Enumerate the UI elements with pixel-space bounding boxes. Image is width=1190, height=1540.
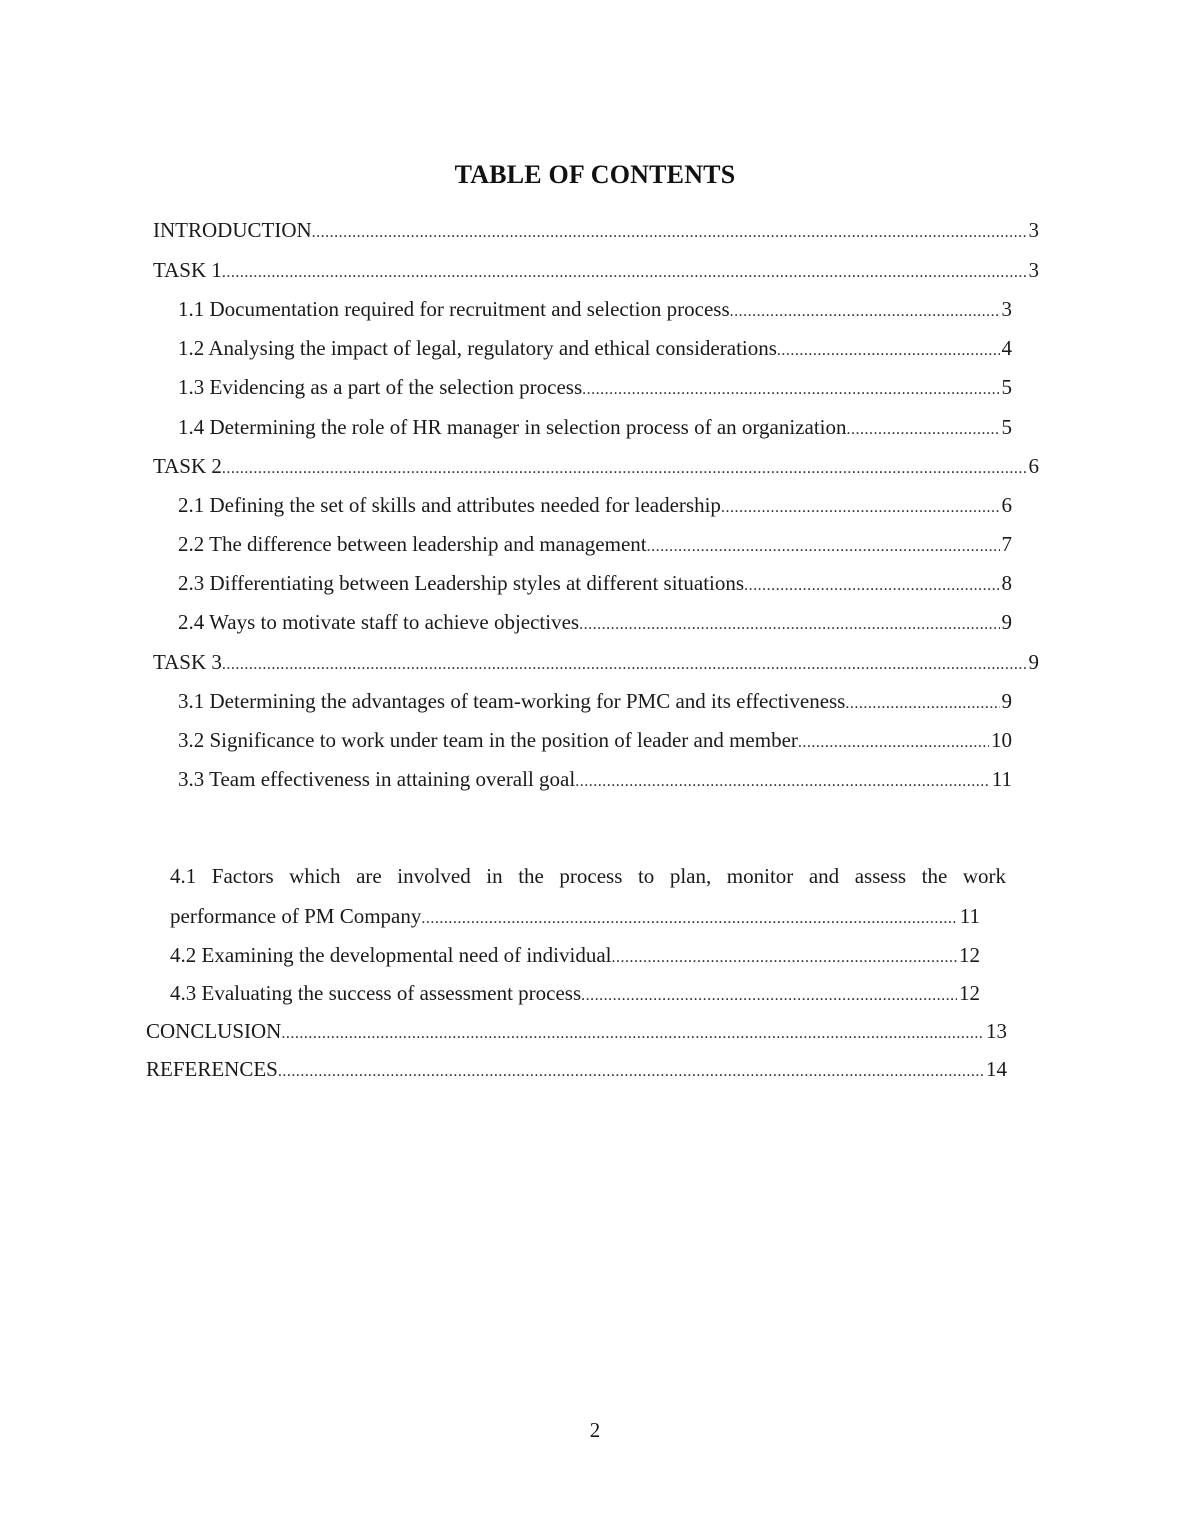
toc-leader-dots [845,695,999,713]
toc-entry-page: 7 [1001,532,1012,556]
toc-entry-page: 11 [991,767,1012,791]
toc-entry-2-1[interactable] [178,493,1012,523]
toc-entry-page: 9 [1028,650,1039,674]
toc-leader-dots [222,460,1027,478]
toc-leader-dots [847,421,1000,439]
toc-leader-dots [421,910,957,928]
toc-entry-page: 12 [959,943,980,967]
toc-entry-page: 8 [1001,571,1012,595]
toc-entry-page: 14 [986,1057,1007,1081]
page-number: 2 [589,1418,601,1442]
toc-entry-label: 1.2 Analysing the impact of legal, regulatory and ethical considerations [178,336,777,360]
toc-leader-dots [730,303,1000,321]
toc-leader-dots [281,1025,984,1043]
toc-entry-label: 3.1 Determining the advantages of team-working for PMC and its effectiveness [178,689,846,713]
toc-entry-label: 2.2 The difference between leadership and management [178,532,647,556]
toc-entry-label: 2.1 Defining the set of skills and attributes needed for leadership [178,493,721,517]
toc-entry-task-1[interactable] [153,258,1039,288]
toc-leader-dots [581,987,957,1005]
toc-entry-label: REFERENCES [146,1057,278,1081]
toc-leader-dots [721,499,1000,517]
toc-leader-dots [222,264,1027,282]
toc-entry-label: 3.3 Team effectiveness in attaining overall goal [178,767,576,791]
toc-leader-dots [582,381,999,399]
toc-entry-label: 4.3 Evaluating the success of assessment process [170,981,582,1005]
toc-entry-label: TASK 2 [153,454,222,478]
toc-entry-label: 2.3 Differentiating between Leadership styles at different situations [178,571,745,595]
toc-leader-dots [777,342,1000,360]
toc-entry-4-1-line-2[interactable] [170,904,980,934]
toc-entry-page: 9 [1001,610,1012,634]
toc-entry-page: 5 [1001,375,1012,399]
toc-entry-references[interactable] [146,1057,1007,1087]
toc-entry-page: 3 [1001,297,1012,321]
toc-entry-task-2[interactable] [153,454,1039,484]
toc-entry-page: 5 [1001,415,1012,439]
toc-entry-page: 3 [1028,218,1039,242]
toc-entry-page: 4 [1001,336,1012,360]
toc-entry-label: 4.2 Examining the developmental need of individual [170,943,612,967]
toc-entry-page: 3 [1028,258,1039,282]
toc-entry-introduction[interactable] [153,218,1039,248]
toc-entry-label: CONCLUSION [146,1019,282,1043]
toc-entry-label: 1.1 Documentation required for recruitment and selection process [178,297,730,321]
toc-entry-label: 1.4 Determining the role of HR manager in selection process of an organization [178,415,847,439]
toc-leader-dots [611,949,957,967]
page-title: TABLE OF CONTENTS [454,160,736,189]
toc-entry-page: 6 [1001,493,1012,517]
toc-entry-2-2[interactable] [178,532,1012,562]
toc-leader-dots [278,1063,984,1081]
toc-entry-3-3[interactable] [178,767,1012,797]
toc-entry-3-2[interactable] [178,728,1012,758]
toc-entry-3-1[interactable] [178,689,1012,719]
toc-entry-page: 6 [1028,454,1039,478]
toc-entry-task-3[interactable] [153,650,1039,680]
toc-entry-label: 3.2 Significance to work under team in the position of leader and member [178,728,798,752]
toc-leader-dots [647,538,1000,556]
toc-entry-page: 10 [991,728,1012,752]
toc-entry-1-1[interactable] [178,297,1012,327]
toc-entry-label: 1.3 Evidencing as a part of the selection process [178,375,583,399]
toc-entry-4-2[interactable] [170,943,980,973]
toc-entry-label: performance of PM Company [170,904,422,928]
toc-entry-1-2[interactable] [178,336,1012,366]
toc-leader-dots [575,773,990,791]
toc-entry-1-3[interactable] [178,375,1012,405]
toc-entry-page: 11 [959,904,980,928]
toc-entry-label: 2.4 Ways to motivate staff to achieve objectives [178,610,580,634]
toc-entry-conclusion[interactable] [146,1019,1007,1049]
toc-entry-page: 12 [959,981,980,1005]
toc-entry-4-1-line-1[interactable]: 4.1 Factors which are involved in the process to plan, monitor and assess the work [170,864,1006,888]
toc-entry-2-3[interactable] [178,571,1012,601]
toc-entry-4-3[interactable] [170,981,980,1011]
toc-entry-label: INTRODUCTION [153,218,312,242]
toc-leader-dots [744,577,999,595]
toc-leader-dots [312,224,1027,242]
toc-entry-2-4[interactable] [178,610,1012,640]
toc-entry-page: 9 [1001,689,1012,713]
toc-leader-dots [222,656,1027,674]
toc-entry-1-4[interactable] [178,415,1012,445]
toc-leader-dots [798,734,989,752]
toc-entry-label: TASK 3 [153,650,222,674]
toc-leader-dots [579,616,999,634]
toc-entry-label: TASK 1 [153,258,222,282]
toc-entry-page: 13 [986,1019,1007,1043]
